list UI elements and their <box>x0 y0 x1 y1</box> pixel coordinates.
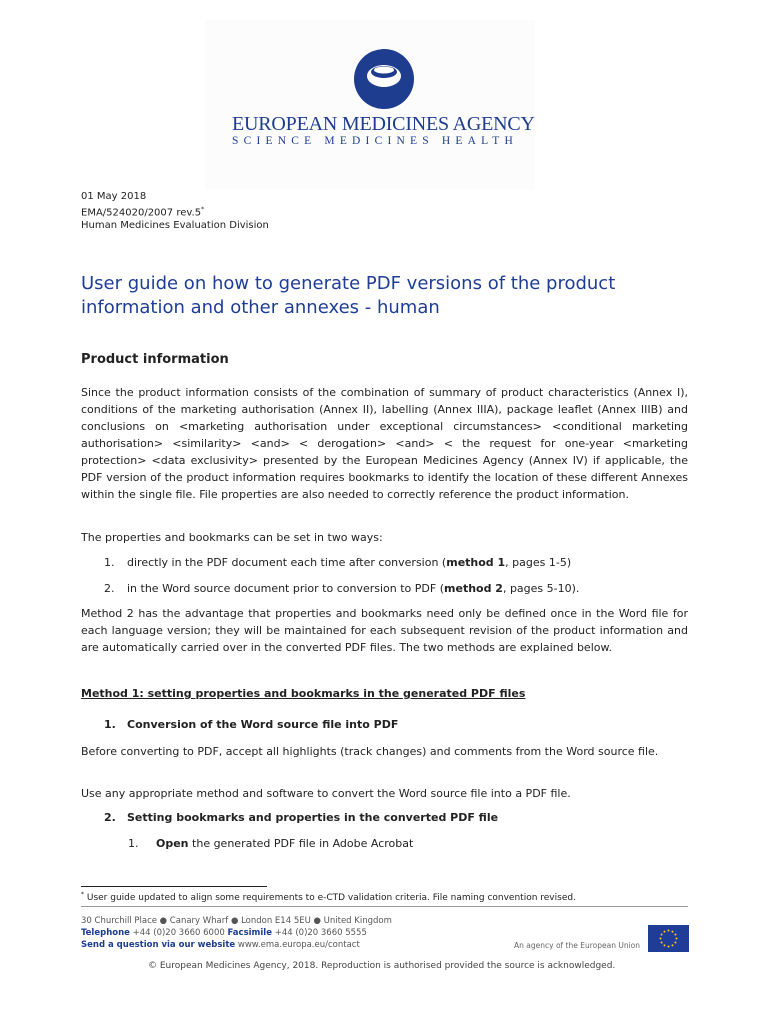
document-title: User guide on how to generate PDF versions of the product information and other annexes - human <box>81 273 616 318</box>
agency-name: EUROPEAN MEDICINES AGENCY <box>232 113 535 135</box>
footnote-divider <box>81 886 267 887</box>
section-title: Product information <box>81 352 229 367</box>
list-item-bold: method 2 <box>444 582 503 595</box>
agency-tagline: SCIENCE MEDICINES HEALTH <box>232 135 519 147</box>
list-item-text-end: , pages 1-5) <box>505 556 572 569</box>
eu-flag-star <box>661 934 663 936</box>
step-bold: Open <box>156 837 189 850</box>
fax-number: +44 (0)20 3660 5555 <box>272 928 367 938</box>
subheading-conversion <box>104 718 398 731</box>
document-date: 01 May 2018 <box>81 191 147 202</box>
telephone-number: +44 (0)20 3660 6000 <box>129 928 228 938</box>
eu-flag-star <box>661 942 663 944</box>
footer-divider <box>81 906 688 907</box>
document-reference-line <box>81 203 269 219</box>
copyright: © European Medicines Agency, 2018. Reproduction is authorised provided the source is acknowledged. <box>148 961 616 971</box>
list-item-text: in the Word source document prior to conversion to PDF ( <box>127 582 445 595</box>
subheading-bookmarks <box>104 811 498 824</box>
footer-question-line <box>81 939 392 951</box>
document-meta <box>81 190 269 232</box>
subheading-number: 2. <box>104 811 116 824</box>
list-item-text: directly in the PDF document each time after conversion ( <box>127 556 447 569</box>
ways-list <box>104 554 579 606</box>
footnote <box>81 891 576 903</box>
footnote-text: User guide updated to align some requirements to e-CTD validation criteria. File naming convention revised. <box>84 893 576 903</box>
paragraph-use-method: Use any appropriate method and software to convert the Word source file into a PDF file. <box>81 787 571 800</box>
eu-flag-star <box>674 942 676 944</box>
eu-flag-star <box>668 930 670 932</box>
question-label: Send a question via our website <box>81 940 236 950</box>
subheading-text: Setting bookmarks and properties in the converted PDF file <box>127 811 499 824</box>
list-item-number: 2. <box>104 582 115 595</box>
step-number: 1. <box>128 837 139 850</box>
eu-flag-star <box>676 938 678 940</box>
subheading-text: Conversion of the Word source file into PDF <box>127 718 399 731</box>
paragraph-method2-advantage: Method 2 has the advantage that properties and bookmarks need only be defined once in the Word file for each language version; they will be maintained for each subsequent revision of the product information and are automatically carried over in the converted PDF files. The two methods are explained below. <box>81 607 688 654</box>
step-open <box>128 837 413 850</box>
step-text: the generated PDF file in Adobe Acrobat <box>188 837 414 850</box>
footer-phone-line <box>81 927 392 939</box>
eu-flag-star <box>664 944 666 946</box>
list-item <box>104 580 579 606</box>
footer-address-block <box>81 915 392 951</box>
contact-link[interactable]: www.ema.europa.eu/contact <box>235 940 360 950</box>
eu-flag-star <box>664 931 666 933</box>
list-item <box>104 554 579 580</box>
list-item-bold: method 1 <box>446 556 506 569</box>
eu-flag-star <box>672 931 674 933</box>
eu-flag-star <box>668 946 670 948</box>
paragraph-intro: Since the product information consists of the combination of summary of product characteristics (Annex I), conditions of the marketing authorisation (Annex II), labelling (Annex IIIA), package leaflet (Annex IIIB) and conclusions on <marketing authorisation under exceptional circumstances> <conditional marketing authorisation> <similarity> <and> < derogation> <and> < the request for one-year <marketing protection> <data exclusivity> presented by the European Medicines Agency (Annex IV) if applicable, the PDF version of the product information requires bookmarks to identify the location of these different Annexes within the single file. File properties are also needed to correctly reference the product information. <box>81 386 688 501</box>
paragraph-ways: The properties and bookmarks can be set in two ways: <box>81 531 383 544</box>
method1-heading: Method 1: setting properties and bookmarks in the generated PDF files <box>81 687 526 700</box>
ema-emblem-icon <box>353 48 415 110</box>
eu-agency-label: An agency of the European Union <box>514 941 641 950</box>
eu-flag-star <box>674 934 676 936</box>
eu-flag-star <box>660 938 662 940</box>
eu-flag-star <box>672 944 674 946</box>
telephone-label: Telephone <box>81 928 130 938</box>
fax-label: Facsimile <box>227 928 272 938</box>
footer-address: 30 Churchill Place ● Canary Wharf ● London E14 5EU ● United Kingdom <box>81 916 392 926</box>
list-item-number: 1. <box>104 556 115 569</box>
paragraph-before-converting: Before converting to PDF, accept all highlights (track changes) and comments from the Word source file. <box>81 745 659 758</box>
document-reference: EMA/524020/2007 rev.5 <box>81 207 202 219</box>
document-division: Human Medicines Evaluation Division <box>81 220 269 232</box>
footnote-marker: * <box>81 891 84 898</box>
list-item-text-end: , pages 5-10). <box>502 582 580 595</box>
reference-marker: * <box>201 206 205 213</box>
subheading-number: 1. <box>104 718 116 731</box>
eu-flag-icon <box>648 925 689 952</box>
